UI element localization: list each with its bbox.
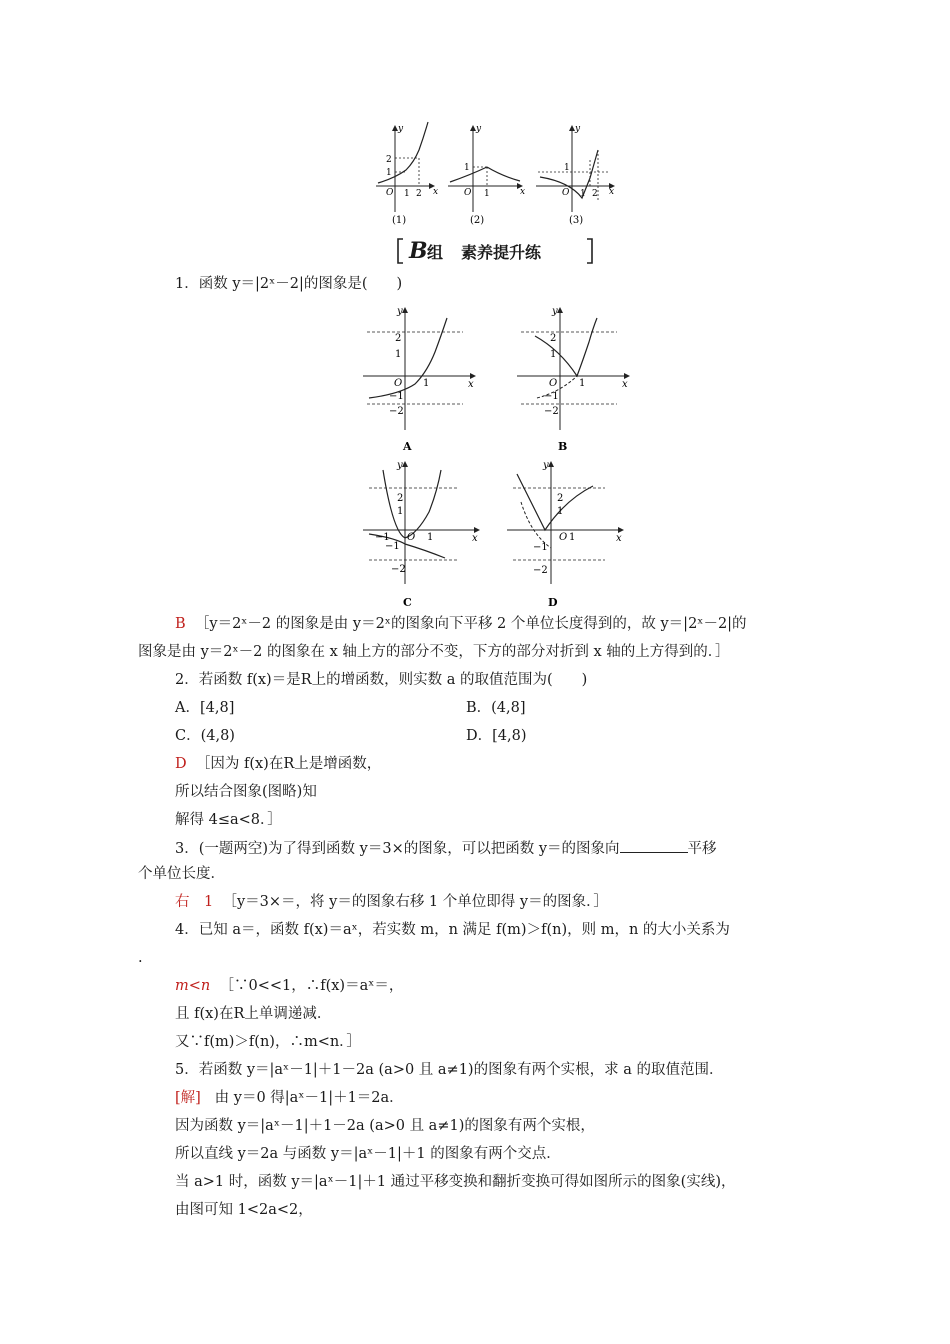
q4-explain-2: 且 f(x)在R上单调递减． (175, 1006, 332, 1022)
top-figure-1 (376, 122, 438, 226)
q4-answer: m<n (175, 978, 211, 994)
fig1-tick-2: 2 (386, 155, 392, 165)
fig-d-tick-neg2: −2 (533, 565, 548, 576)
q3-answer: 右 1 (175, 894, 214, 910)
fig-b-label: B (558, 440, 568, 453)
q4-answer-line (175, 976, 403, 996)
q4-explain-3: 又∵f(m)＞f(n)，∴m<n．］ (175, 1034, 361, 1050)
fig1-caption: (1) (392, 215, 407, 226)
fig-a-tick-2: 2 (395, 333, 402, 344)
fig1-origin: O (386, 188, 394, 198)
q4-stem: 4．已知 a＝，函数 f(x)＝aˣ，若实数 m，n 满足 f(m)＞f(n)，则 m，n 的大小关系为 (175, 922, 730, 938)
q5-sol-1: 由 y＝0 得|aˣ－1|＋1＝2a． (214, 1090, 404, 1106)
q1-stem: 1．函数 y＝|2ˣ－2|的图象是( ) (175, 276, 403, 292)
fig-d-label: D (548, 596, 558, 609)
fig-c-tick-neg1: −1 (385, 541, 400, 552)
option-figure-b (517, 306, 629, 453)
q3-explain: ［y＝3×＝，将 y＝的图象右移 1 个单位即得 y＝的图象．］ (222, 894, 608, 910)
fig-c-label: C (403, 596, 412, 609)
option-figure-c (363, 460, 479, 609)
section-header (395, 236, 595, 266)
q4-explain-1: ［∵0<<1，∴f(x)＝aˣ＝， (219, 978, 404, 994)
fig-b-tick-neg1: −1 (544, 391, 559, 402)
fig3-xtick-1: 1 (580, 189, 586, 199)
fig-d-y: y (543, 460, 549, 471)
fig-c-xtick-1: 1 (427, 532, 434, 543)
fig-a-origin: O (394, 378, 403, 389)
fig1-xtick-1: 1 (404, 189, 410, 199)
fig-b-tick-neg2: −2 (544, 406, 559, 417)
fig-c-origin: O (407, 532, 416, 543)
q1-answer-line (175, 614, 747, 634)
q1-explain-2: 图象是由 y＝2ˣ－2 的图象在 x 轴上方的部分不变，下方的部分对折到 x 轴的上方得到的．］ (138, 644, 730, 660)
fig1-x-label: x (433, 187, 439, 197)
fig-a-tick-1: 1 (395, 349, 402, 360)
q3-stem (175, 838, 717, 859)
fig-a-tick-neg2: −2 (389, 406, 404, 417)
fig-c-y: y (397, 460, 403, 471)
fig2-xtick-1: 1 (484, 189, 490, 199)
q3-stem-line2: 个单位长度． (138, 866, 225, 882)
section-badge-suffix: 组 (427, 243, 444, 262)
fig3-x-label: x (609, 187, 615, 197)
fig-d-xtick-1: 1 (569, 532, 576, 543)
q5-sol-3: 所以直线 y＝2a 与函数 y＝|aˣ－1|＋1 的图象有两个交点． (175, 1146, 561, 1162)
q2-option-d: D．[4,8) (466, 728, 527, 744)
fig-a-y: y (397, 306, 403, 317)
fig-b-x: x (622, 379, 628, 390)
q3-stem-a: 3．(一题两空)为了得到函数 y＝3×的图象，可以把函数 y＝的图象向 (175, 841, 620, 857)
q2-option-c: C．(4,8) (175, 728, 235, 744)
top-figure-2 (448, 124, 525, 226)
fig3-origin: O (562, 188, 570, 198)
fig-a-x: x (468, 379, 474, 390)
fig-d-tick-1: 1 (557, 506, 564, 517)
option-figure-d (507, 460, 623, 609)
q2-answer: D (175, 756, 187, 772)
section-badge: B (409, 238, 428, 264)
q2-stem: 2．若函数 f(x)＝是R上的增函数，则实数 a 的取值范围为( ) (175, 672, 588, 688)
fig-b-tick-2: 2 (550, 333, 557, 344)
fig-c-x: x (472, 533, 478, 544)
fig2-y-label: y (476, 124, 482, 134)
q1-option-figures (355, 302, 635, 610)
fig2-caption: (2) (470, 215, 485, 226)
q1-explain-1: ［y＝2ˣ－2 的图象是由 y＝2ˣ的图象向下平移 2 个单位长度得到的，故 y＝|2ˣ－2|的 (194, 616, 747, 632)
fig3-y-label: y (575, 124, 581, 134)
fig3-tick-1: 1 (564, 163, 570, 173)
fig-c-tick-neg2: −2 (391, 564, 406, 575)
q3-stem-b: 平移 (687, 841, 717, 857)
fig-b-origin: O (549, 378, 558, 389)
q1-answer: B (175, 616, 186, 632)
q2-option-b: B．(4,8] (466, 700, 526, 716)
q2-explain-3: 解得 4≤a<8．］ (175, 812, 282, 828)
q5-sol-2: 因为函数 y＝|aˣ－1|＋1－2a (a>0 且 a≠1)的图象有两个实根， (175, 1118, 595, 1134)
section-title: 素养提升练 (461, 243, 542, 262)
q5-sol-line1 (175, 1088, 404, 1108)
fig-d-origin: O (559, 532, 568, 543)
fig-d-tick-neg1: −1 (533, 542, 548, 553)
fig1-y-label: y (398, 124, 404, 134)
q3-blank[interactable] (620, 838, 688, 853)
q2-explain-2: 所以结合图象(图略)知 (175, 784, 317, 800)
fig3-xtick-2: 2 (592, 189, 598, 199)
fig1-xtick-2: 2 (416, 189, 422, 199)
fig-c-xtick-neg1: −1 (375, 532, 390, 543)
q2-option-a: A．[4,8] (175, 700, 235, 716)
fig-a-tick-neg1: −1 (389, 391, 404, 402)
q2-answer-line (175, 754, 381, 774)
q2-explain-1: ［因为 f(x)在R上是增函数， (195, 756, 382, 772)
q4-stem-line2: . (138, 950, 143, 966)
q5-stem: 5．若函数 y＝|aˣ－1|＋1－2a (a>0 且 a≠1)的图象有两个实根，求 a 的取值范围． (175, 1062, 724, 1078)
top-figures (370, 120, 620, 232)
fig-c-tick-1: 1 (397, 506, 404, 517)
fig1-tick-1: 1 (386, 168, 392, 178)
fig-a-label: A (403, 440, 412, 453)
q5-solution-tag: [解] (175, 1090, 201, 1106)
fig-a-xtick-1: 1 (423, 378, 430, 389)
fig3-caption: (3) (569, 215, 584, 226)
q5-sol-5: 由图可知 1<2a<2， (175, 1202, 313, 1218)
option-figure-a (363, 306, 475, 453)
fig-b-y: y (552, 306, 558, 317)
fig2-tick-1: 1 (464, 163, 470, 173)
fig-c-tick-2: 2 (397, 493, 404, 504)
fig2-origin: O (464, 188, 472, 198)
fig-d-tick-2: 2 (557, 493, 564, 504)
q3-answer-line (175, 892, 608, 912)
fig-b-tick-1: 1 (550, 349, 557, 360)
top-figure-3 (536, 124, 614, 226)
fig-b-xtick-1: 1 (579, 378, 586, 389)
q5-sol-4: 当 a>1 时，函数 y＝|aˣ－1|＋1 通过平移变换和翻折变换可得如图所示的图象(实线)， (175, 1174, 736, 1190)
fig2-x-label: x (520, 187, 526, 197)
fig-d-x: x (616, 533, 622, 544)
